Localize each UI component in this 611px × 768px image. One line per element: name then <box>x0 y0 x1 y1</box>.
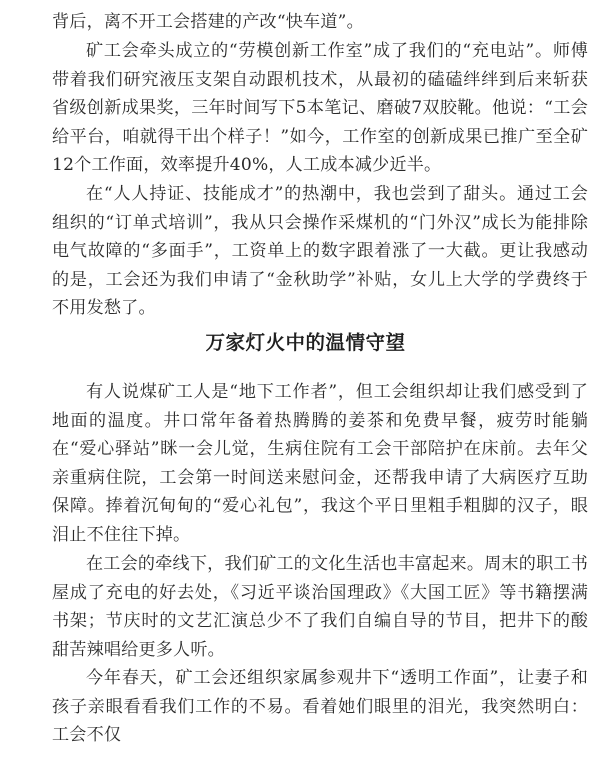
paragraph-cultural-life: 在工会的牵线下，我们矿工的文化生活也丰富起来。周末的职工书屋成了充电的好去处，《习近平谈治国理政》《大国工匠》等书籍摆满书架；节庆时的文艺汇演总少不了我们自编自导的节目，把井下的酸甜苦辣唱给更多人听。 <box>52 554 588 660</box>
section-heading: 万家灯火中的温情守望 <box>205 331 406 354</box>
paragraph-family-visit: 今年春天，矿工会还组织家属参观井下“透明工作面”，让妻子和孩子亲眼看看我们工作的不易。看着她们眼里的泪光，我突然明白：工会不仅 <box>52 668 588 746</box>
paragraph-continuation: 背后，离不开工会搭建的产改“快车道”。 <box>52 12 364 32</box>
paragraph-warmth: 有人说煤矿工人是“地下工作者”，但工会组织却让我们感受到了地面的温度。井口常年备着热腾腾的姜茶和免费早餐，疲劳时能躺在“爱心驿站”眯一会儿觉，生病住院有工会干部陪护在床前。去年父亲重病住院，工会第一时间送来慰问金，还帮我申请了大病医疗互助保障。捧着沉甸甸的“爱心礼包”，我这个平日里粗手粗脚的汉子，眼泪止不住往下掉。 <box>52 382 588 545</box>
paragraph-innovation-studio: 矿工会牵头成立的“劳模创新工作室”成了我们的“充电站”。师傅带着我们研究液压支架自动跟机技术，从最初的磕磕绊绊到后来斩获省级创新成果奖，三年时间写下5本笔记、磨破7双胶靴。他说：“工会给平台，咱就得干出个样子！”如今，工作室的创新成果已推广至全矿12个工作面，效率提升40%，人工成本减少近半。 <box>52 41 588 176</box>
paragraph-skills-training: 在“人人持证、技能成才”的热潮中，我也尝到了甜头。通过工会组织的“订单式培训”，我从只会操作采煤机的“门外汉”成长为能排除电气故障的“多面手”，工资单上的数字跟着涨了一大截。更让我感动的是，工会还为我们申请了“金秋助学”补贴，女儿上大学的学费终于不用发愁了。 <box>52 184 588 319</box>
